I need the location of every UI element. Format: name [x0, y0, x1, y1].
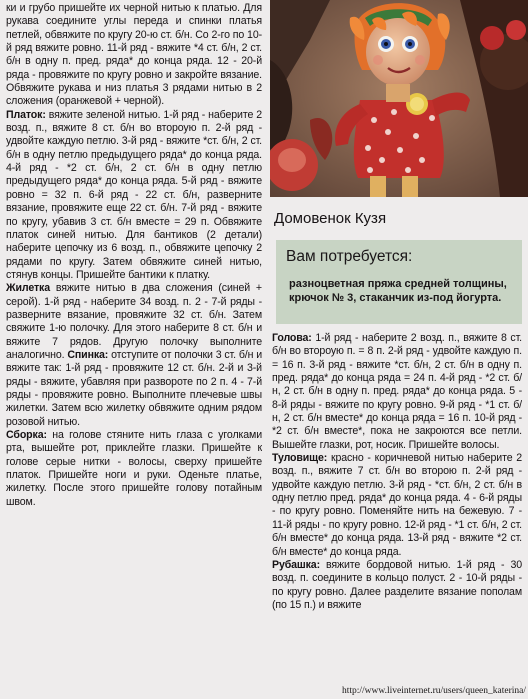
paragraph-rubashka [272, 559, 522, 612]
materials-box [276, 240, 522, 324]
left-text-column [6, 0, 262, 699]
right-text-block [272, 332, 522, 692]
heading-golova: Голова: [272, 332, 312, 344]
materials-heading: Вам потребуется: [286, 248, 413, 265]
sborka-text: на голове стяните нить глаза с уголками рта, вышейте рот, приклейте глазки. Пришейте к голове серые нитки - волосы, сверху пришейте платок. Пришейте ноги и руки. Оденьте платье, жилетку. После этого пришейте голову потайным швом. [6, 429, 262, 508]
heading-spinka: Спинка: [67, 348, 109, 361]
heading-platok: Платок: [6, 108, 46, 121]
doll-photo [270, 0, 528, 197]
rubashka-text: вяжите бордовой нитью. 1-й ряд - 30 возд. п. соедините в кольцо полуст. 2 - 10-й ряды - по кругу ровно. Далее разделите вязание пополам (по 15 п.) и вяжите [272, 558, 522, 611]
tulovishche-text: красно - коричневой нитью наберите 2 возд. п., вяжите 7 ст. б/н во второю п. 2-й ряд - удвойте каждую петлю. 3-й ряд - *ст. б/н, 2 ст. б/н в одну петлю пред. ряда* до конца ряда. 4 - 6-й ряды - по кругу ровно. Поменяйте нить на бежевую. 7 - 11-й ряды - по кругу ровно. 12-й ряд - *1 ст. б/н, 2 ст. б/н вместе* до конца ряда. 13-й ряд - вяжите *2 ст. б/н вместе* до конца ряда. [272, 452, 522, 558]
paragraph-tulovishche [272, 452, 522, 559]
zhiletka-text: вяжите нитью в два сложения (синей + серой). 1-й ряд - наберите 34 возд. п. 2 - 7-й ряды - разверните вязание, провяжите 32 ст. б/н. Затем свяжите 1-ю полочку. Для этого наберите 8 ст. б/н и вяжите 7 рядов. Другую полочку выполните аналогично. [6, 282, 262, 361]
heading-zhiletka: Жилетка [6, 282, 50, 295]
heading-sborka: Сборка: [6, 429, 47, 441]
paragraph-golova [272, 332, 522, 452]
right-column [270, 0, 528, 699]
source-watermark: http://www.liveinternet.ru/users/queen_katerina/ [236, 686, 526, 697]
golova-text: 1-й ряд - наберите 2 возд. п., вяжите 8 ст. б/н во второую п. = 8 п. 2-й ряд - удвойте каждую п. = 16 п. 3-й ряд - вяжите *ст. б/н, 2 ст. б/н в одну п. пред. ряда* до конца ряда = 24 п. 4-й ряд - *2 ст. б/н, 2 ст. б/н в одну п. пред. ряда* до конца ряда. 5 - 8-й ряды - вяжите по кругу ровно. 9-й ряд - *1 ст. б/н, 2 ст. б/н вместе* до конца ряда = 16 п. 10-й ряд - *2 ст. б/н вместе*, пока не закроются все петли. Вышейте глазки, рот, носик. Пришейте волосы. [272, 332, 522, 451]
platok-text: вяжите зеленой нитью. 1-й ряд - наберите 2 возд. п., вяжите 8 ст. б/н во второую п. 2-й ряд - удвойте каждую петлю. 3-й ряд - вяжите *ст. б/н, 2 ст. б/н в одну петлю предыдущего ряда* до конца ряда. 4-й ряд - *2 ст. б/н, 2 ст. б/н в одну петлю предыдущего ряда* до конца ряда. 5-й ряд - вяжите ровно = 32 п. 6-й ряд - 22 ст. б/н, разверните вязание, провяжите еще 22 ст. б/н. 7-й ряд - вяжите по кругу, убавив 3 ст. б/н вместе = 29 п. Обвяжите платок синей нитью. Для бантиков (2 детали) наберите цепочку из 6 возд. п., обвяжите цепочку 2 рядами по кругу. Затем обвяжите синей нитью, стянув концы. Пришейте бантики к платку. [6, 108, 262, 281]
paragraph-intro: ки и грубо пришейте их черной нитью к платью. Для рукава соедините углы переда и спинки платья петлей, обвяжите по кругу 20-ю ст. б/н. Со 2-го по 10-й ряд вяжите ровно. 11-й ряд - вяжите *4 ст. б/н, 2 ст. б/н в одну п. пред. ряда* до конца ряда. 12 - 20-й ряда - провяжите по кругу ровно и закройте вязание. Обвяжите рукава и низ платья 3 рядами нитью в 2 сложения (оранжевой + черной). [6, 2, 262, 108]
pattern-title: Домовенок Кузя [274, 210, 387, 227]
materials-text: разноцветная пряжа средней толщины, крючок № 3, стаканчик из-под йогурта. [289, 278, 507, 304]
heading-rubashka: Рубашка: [272, 558, 320, 571]
heading-tulovishche: Туловище: [272, 452, 328, 465]
paragraph-platok [6, 109, 262, 282]
doll-illustration [270, 0, 528, 197]
paragraph-zhiletka [6, 282, 262, 429]
paragraph-sborka [6, 429, 262, 509]
spinka-text: отступите от полочки 3 ст. б/н и вяжите так: 1-й ряд - провяжите 12 ст. б/н. 2-й и 3-й ряды - вяжите, убавляя при развороте по 2 п. 4 - 7-й ряды - провяжите ровно. Выполните плечевые швы жилетки. Затем всю жилетку обвяжите одним рядом розовой нитью. [6, 348, 262, 428]
